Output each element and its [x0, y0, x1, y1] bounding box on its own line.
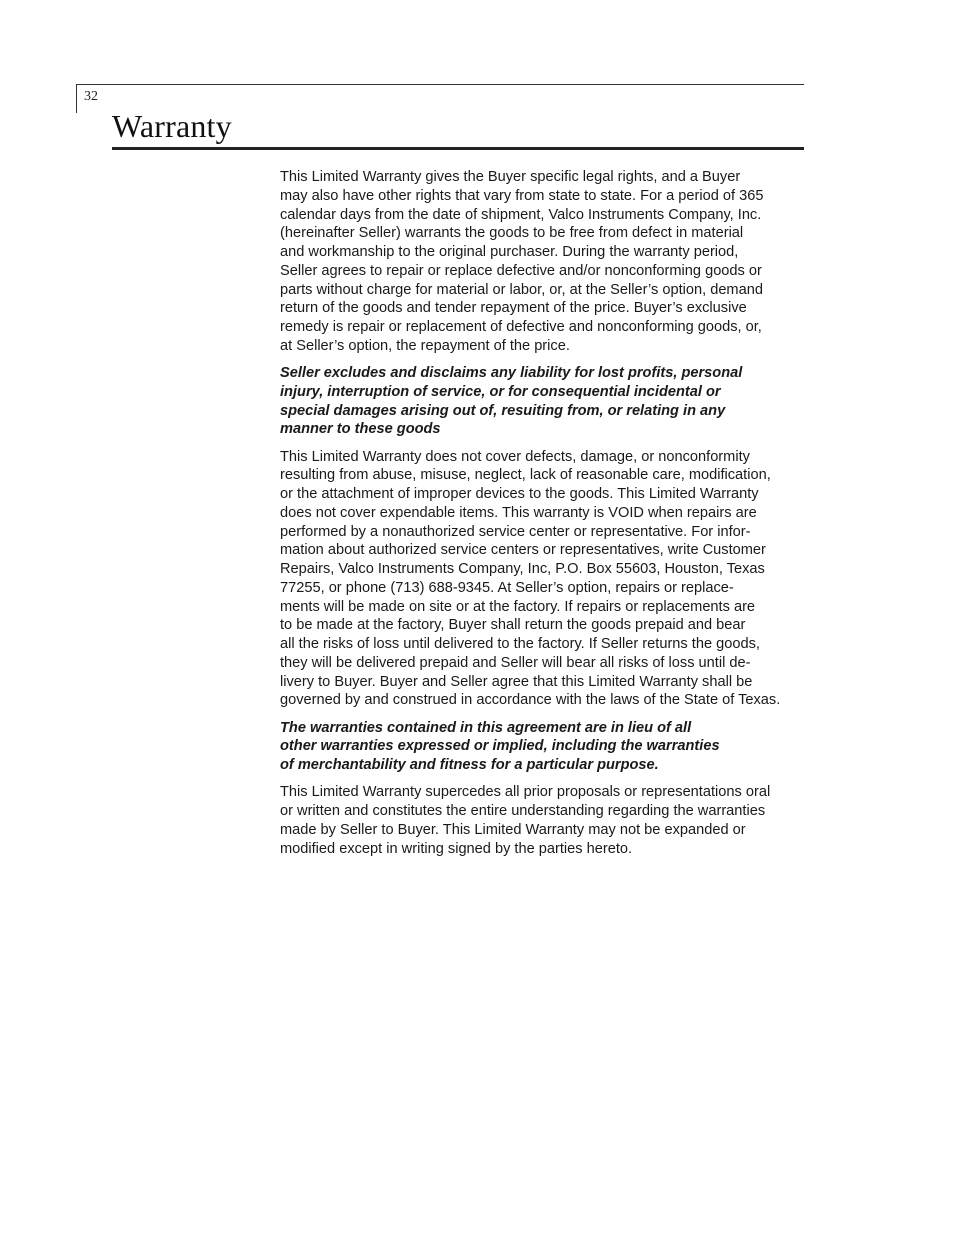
warranty-body	[280, 168, 805, 867]
coverage-exclusions-paragraph: This Limited Warranty does not cover defects, damage, or nonconformity resulting from abuse, misuse, neglect, lack of reasonable care, modification, or the attachment of improper devices to the goods. This Limited Warranty does not cover expendable items. This warranty is VOID when repairs are performed by a nonauthorized service center or representative. For infor- mation about authorized service centers or representatives, write Customer Repairs, Valco Instruments Company, Inc, P.O. Box 55603, Houston, Texas 77255, or phone (713) 688-9345. At Seller’s option, repairs or replace- ments will be made on site or at the factory. If repairs or replacements are to be made at the factory, Buyer shall return the goods prepaid and bear all the risks of loss until delivered to the factory. If Seller returns the goods, they will be delivered prepaid and Seller will bear all risks of loss until de- livery to Buyer. Buyer and Seller agree that this Limited Warranty shall be governed by and construed in accordance with the laws of the State of Texas.	[280, 448, 781, 709]
header-rule	[76, 84, 804, 85]
implied-warranties-disclaimer-paragraph: The warranties contained in this agreement are in lieu of all other warranties expressed or implied, including the warranties of merchantability and fitness for a particular purpose.	[280, 719, 720, 773]
entire-agreement-paragraph: This Limited Warranty supercedes all prior proposals or representations oral or written and constitutes the entire understanding regarding the warranties made by Seller to Buyer. This Limited Warranty may not be expanded or modified except in writing signed by the parties hereto.	[280, 784, 771, 857]
warranty-intro-paragraph: This Limited Warranty gives the Buyer specific legal rights, and a Buyer may also have other rights that vary from state to state. For a period of 365 calendar days from the date of shipment, Valco Instruments Company, Inc. (hereinafter Seller) warrants the goods to be free from defect in material and workmanship to the original purchaser. During the warranty period, Seller agrees to repair or replace defective and/or nonconforming goods or parts without charge for material or labor, or, at the Seller’s option, demand return of the goods and tender repayment of the price. Buyer’s exclusive remedy is repair or replacement of defective and nonconforming goods, or, at Seller’s option, the repayment of the price.	[280, 169, 764, 354]
page-title: Warranty	[112, 108, 232, 144]
title-underline-rule	[112, 147, 804, 150]
page-number: 32	[84, 89, 98, 104]
liability-disclaimer-paragraph: Seller excludes and disclaims any liability for lost profits, personal injury, interruption of service, or for consequential incidental or special damages arising out of, resuiting from, or relating in any manner to these goods	[280, 365, 743, 438]
header-corner-rule	[76, 84, 77, 113]
